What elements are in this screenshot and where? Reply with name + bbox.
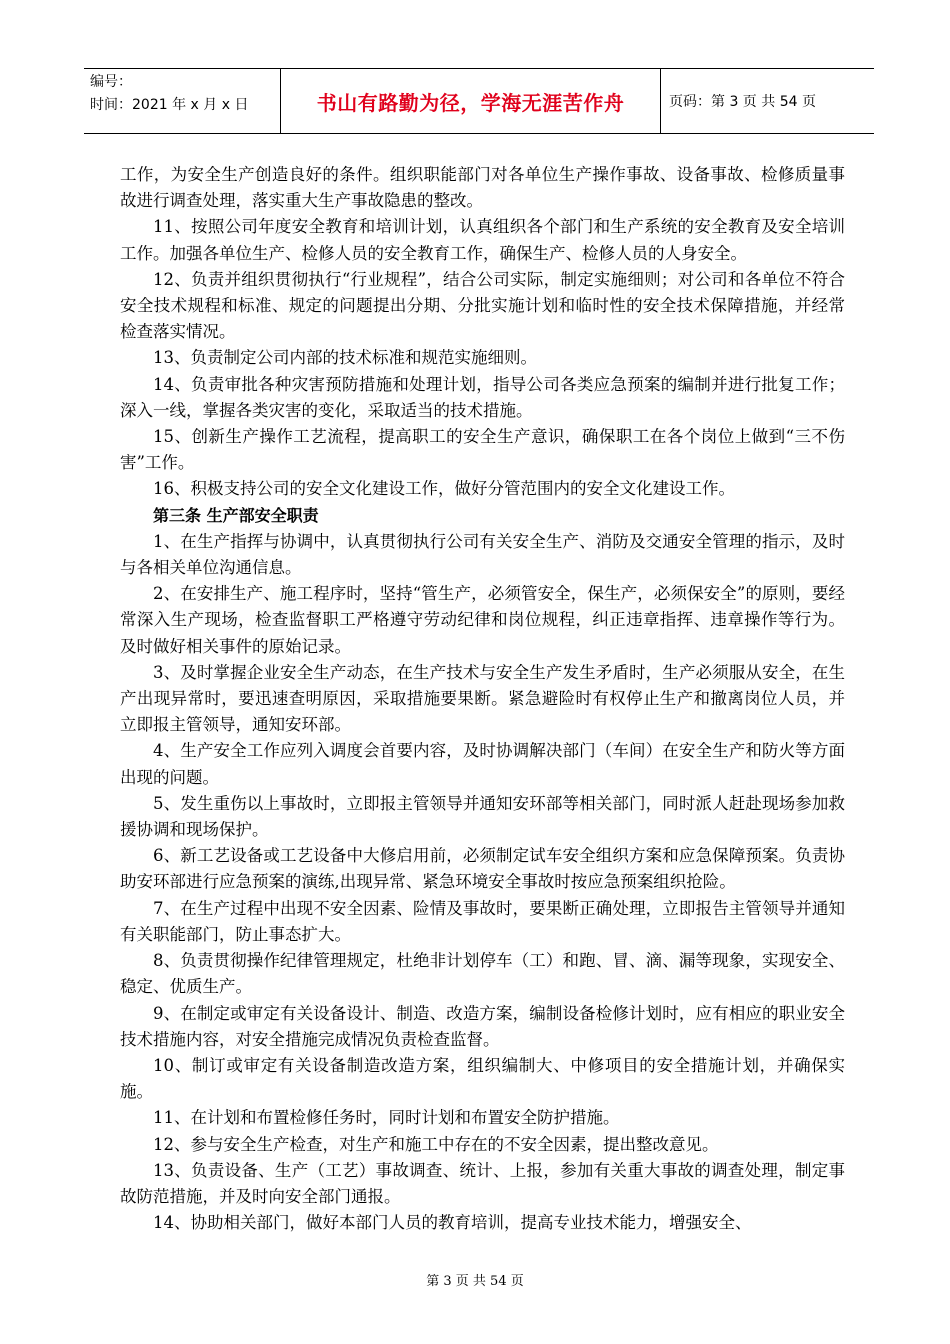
- document-date-label: 时间：2021 年 x 月 x 日: [90, 97, 249, 113]
- paragraph-item-15: 15、创新生产操作工艺流程，提高职工的安全生产意识，确保职工在各个岗位上做到“三不伤害”工作。: [120, 427, 845, 473]
- document-body: [120, 162, 845, 1236]
- paragraph-prod-item-13: 13、负责设备、生产（工艺）事故调查、统计、上报，参加有关重大事故的调查处理，制定事故防范措施，并及时向安全部门通报。: [120, 1160, 845, 1206]
- paragraph-prod-item-9: 9、在制定或审定有关设备设计、制造、改造方案，编制设备检修计划时，应有相应的职业安全技术措施内容，对安全措施完成情况负责检查监督。: [120, 1003, 845, 1049]
- paragraph-item-11: 11、按照公司年度安全教育和培训计划，认真组织各个部门和生产系统的安全教育及安全培训工作。加强各单位生产、检修人员的安全教育工作，确保生产、检修人员的人身安全。: [120, 217, 845, 263]
- paragraph-prod-item-10: 10、制订或审定有关设备制造改造方案，组织编制大、中修项目的安全措施计划，并确保实施。: [120, 1055, 845, 1102]
- header-motto: 书山有路勤为径，学海无涯苦作舟: [316, 90, 625, 115]
- paragraph-prod-item-2: 2、在安排生产、施工程序时，坚持“管生产，必须管安全，保生产，必须保安全”的原则，要经常深入生产现场，检查监督职工严格遵守劳动纪律和岗位规程，纠正违章指挥、违章操作等行为。及时做好相关事件的原始记录。: [120, 584, 845, 656]
- paragraph-prod-item-6: 6、新工艺设备或工艺设备中大修启用前，必须制定试车安全组织方案和应急保障预案。负责协助安环部进行应急预案的演练,出现异常、紧急环境安全事故时按应急预案组织抢险。: [120, 846, 845, 892]
- paragraph-prod-item-14: 14、协助相关部门，做好本部门人员的教育培训，提高专业技术能力，增强安全、: [153, 1213, 752, 1233]
- footer-page-number: 第 3 页 共 54 页: [426, 1274, 524, 1289]
- header-page-number: 页码：第 3 页 共 54 页: [669, 94, 816, 110]
- section-heading-article-3: 第三条 生产部安全职责: [153, 505, 319, 525]
- paragraph-prod-item-5: 5、发生重伤以上事故时，立即报主管领导并通知安环部等相关部门，同时派人赶赴现场参加救援协调和现场保护。: [120, 793, 845, 840]
- paragraph-prod-item-3: 3、及时掌握企业安全生产动态，在生产技术与安全生产发生矛盾时，生产必须服从安全，在生产出现异常时，要迅速查明原因，采取措施要果断。紧急避险时有权停止生产和撤离岗位人员，并立即报主管领导，通知安环部。: [120, 662, 845, 735]
- header-page-cell: [661, 69, 874, 133]
- paragraph-prod-item-7: 7、在生产过程中出现不安全因素、险情及事故时，要果断正确处理，立即报告主管领导并通知有关职能部门，防止事态扩大。: [120, 898, 845, 944]
- paragraph-prod-item-4: 4、生产安全工作应列入调度会首要内容，及时协调解决部门（车间）在安全生产和防火等方面出现的问题。: [120, 741, 845, 787]
- document-number-label: 编号：: [90, 74, 132, 90]
- paragraph-prod-item-1: 1、在生产指挥与协调中，认真贯彻执行公司有关安全生产、消防及交通安全管理的指示，及时与各相关单位沟通信息。: [120, 531, 845, 578]
- paragraph-item-16: 16、积极支持公司的安全文化建设工作，做好分管范围内的安全文化建设工作。: [153, 479, 735, 499]
- paragraph-prod-item-8: 8、负责贯彻操作纪律管理规定，杜绝非计划停车（工）和跑、冒、滴、漏等现象，实现安全、稳定、优质生产。: [120, 951, 845, 997]
- header-motto-cell: [281, 69, 661, 133]
- paragraph-item-13: 13、负责制定公司内部的技术标准和规范实施细则。: [153, 348, 537, 368]
- page-header: [84, 68, 874, 134]
- page-footer: [0, 1270, 950, 1289]
- paragraph-continuation: 工作，为安全生产创造良好的条件。组织职能部门对各单位生产操作事故、设备事故、检修质量事故进行调查处理，落实重大生产事故隐患的整改。: [120, 165, 845, 211]
- paragraph-item-12: 12、负责并组织贯彻执行“行业规程”，结合公司实际，制定实施细则；对公司和各单位不符合安全技术规程和标准、规定的问题提出分期、分批实施计划和临时性的安全技术保障措施，并经常检查落实情况。: [120, 269, 845, 342]
- paragraph-prod-item-12: 12、参与安全生产检查，对生产和施工中存在的不安全因素，提出整改意见。: [153, 1134, 719, 1154]
- paragraph-prod-item-11: 11、在计划和布置检修任务时，同时计划和布置安全防护措施。: [153, 1108, 620, 1128]
- header-meta-cell: [84, 69, 281, 133]
- paragraph-item-14: 14、负责审批各种灾害预防措施和处理计划，指导公司各类应急预案的编制并进行批复工作；深入一线，掌握各类灾害的变化，采取适当的技术措施。: [120, 374, 845, 420]
